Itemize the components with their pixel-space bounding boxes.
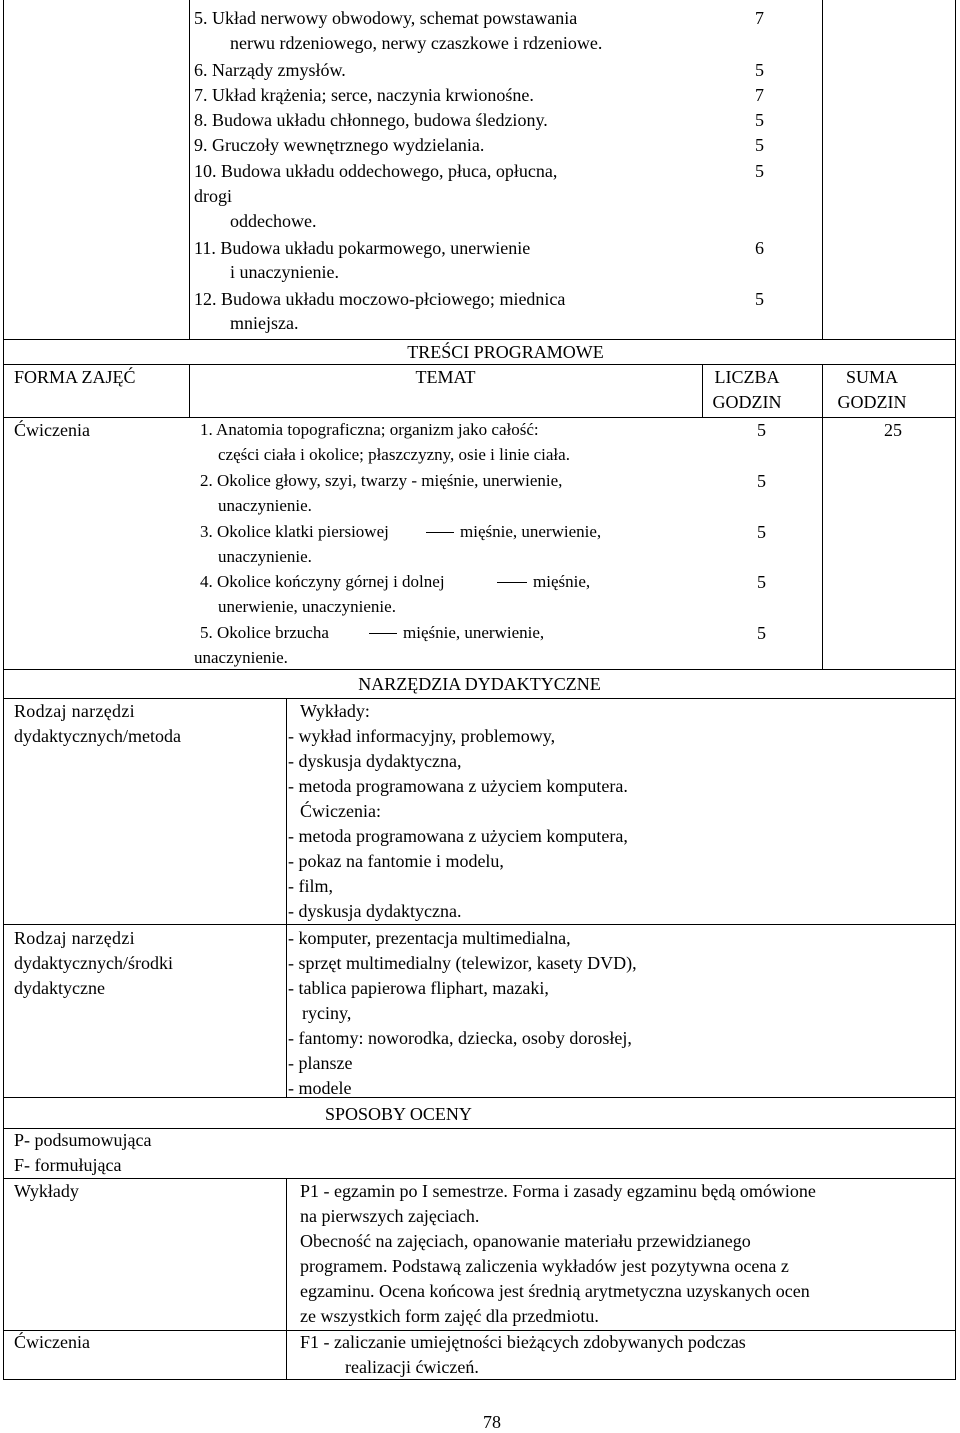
assessment-col-divider [286,1178,287,1380]
list-item-hours: 7 [755,8,764,28]
assessment-lectures-text: programem. Podstawą zaliczenia wykładów jest pozytywna ocena z [300,1256,789,1276]
lectures-method: - wykład informacyjny, problemowy, [288,726,556,746]
lectures-method: - metoda programowana z użyciem komputera. [288,776,628,796]
program-item-cont: części ciała i okolice; płaszczyzny, osie i linie ciała. [218,445,570,464]
means-item: - plansze [288,1053,353,1073]
program-item-hours: 5 [757,420,766,440]
program-item-mid: mięśnie, unerwienie, [403,623,545,642]
top-col-divider-1 [189,0,190,340]
assessment-lectures-text: Obecność na zajęciach, opanowanie materiału przewidzianego [300,1231,751,1251]
exercises-method: - dyskusja dydaktyczna. [288,901,462,921]
program-header-bottom [3,364,956,365]
list-item-hours: 5 [755,60,764,80]
em-dash [369,633,397,634]
col-topic-header: TEMAT [415,367,476,387]
assessment-lectures-label: Wykłady [14,1181,79,1201]
lectures-title: Wykłady: [300,701,370,721]
program-item: 4. Okolice kończyny górnej i dolnej [200,572,445,591]
assessment-lectures-text: na pierwszych zajęciach. [300,1206,480,1226]
tools-section-bottom [3,1097,956,1098]
exercises-method: - pokaz na fantomie i modelu, [288,851,504,871]
tools-row-divider [3,924,956,925]
program-item-cont: unerwienie, unaczynienie. [218,597,396,616]
tools-heading: NARZĘDZIA DYDAKTYCZNE [358,674,601,694]
program-item-cont: unaczynienie. [218,496,312,515]
list-item-hours: 5 [755,110,764,130]
list-item: 7. Układ krążenia; serce, naczynia krwionośne. [194,85,534,105]
list-item: 10. Budowa układu oddechowego, płuca, opłucna, [194,161,558,181]
list-item-hours: 7 [755,85,764,105]
program-item-mid: mięśnie, unerwienie, [460,522,602,541]
list-item-hours: 5 [755,289,764,309]
col-form-header: FORMA ZAJĘĆ [14,367,136,387]
assessment-exercises-text: realizacji ćwiczeń. [345,1357,479,1377]
means-label-line1: Rodzaj narzędzi [14,928,135,948]
list-item: 11. Budowa układu pokarmowego, unerwienie [194,238,531,258]
means-item: - fantomy: noworodka, dziecka, osoby dorosłej, [288,1028,632,1048]
top-section-bottom [3,339,956,340]
assessment-lectures-text: P1 - egzamin po I semestrze. Forma i zasady egzaminu będą omówione [300,1181,816,1201]
col-sum-header-line1: SUMA [845,367,898,387]
program-item: 2. Okolice głowy, szyi, twarzy - mięśnie, unerwienie, [200,471,563,490]
methods-label-line1: Rodzaj narzędzi [14,701,135,721]
list-item-hours: 6 [755,238,764,258]
assessment-lectures-text: ze wszystkich form zajęć dla przedmiotu. [300,1306,599,1326]
assessment-exercises-label: Ćwiczenia [14,1332,90,1352]
assessment-lectures-text: egzaminu. Ocena końcowa jest średnią arytmetyczna uzyskanych ocen [300,1281,810,1301]
col-sum-header-line2: GODZIN [837,392,907,412]
list-item: 12. Budowa układu moczowo-płciowego; miednica [194,289,566,309]
em-dash [426,532,454,533]
legend-summative: P- podsumowująca [14,1130,152,1150]
program-item-hours: 5 [757,623,766,643]
program-item-mid: mięśnie, [533,572,591,591]
top-col-divider-2 [822,0,823,340]
means-item: ryciny, [302,1003,352,1023]
means-item: - komputer, prezentacja multimedialna, [288,928,571,948]
program-item-hours: 5 [757,572,766,592]
means-item: - sprzęt multimedialny (telewizor, kasety DVD), [288,953,637,973]
em-dash [497,582,527,583]
col-hours-header-line1: LICZBA [714,367,780,387]
methods-label-line2: dydaktycznych/metoda [14,726,181,746]
program-item-hours: 5 [757,471,766,491]
exercises-method: - film, [288,876,333,896]
lectures-method: - dyskusja dydaktyczna, [288,751,462,771]
program-item: 3. Okolice klatki piersiowej [200,522,389,541]
list-item-cont: oddechowe. [230,211,317,231]
tools-header-bottom [3,698,956,699]
program-item-hours: 5 [757,522,766,542]
list-item-hours: 5 [755,161,764,181]
means-label-line3: dydaktyczne [14,978,105,998]
page-number: 78 [483,1412,501,1432]
list-item-cont: i unaczynienie. [230,262,339,282]
program-section-bottom [3,669,956,670]
assessment-legend-bottom [3,1178,956,1179]
program-item: 5. Okolice brzucha [200,623,329,642]
means-label-line2: dydaktycznych/środki [14,953,173,973]
program-item-cont: unaczynienie. [194,648,288,667]
list-item-cont: mniejsza. [230,313,299,333]
exercises-title: Ćwiczenia: [300,801,381,821]
col-hours-header-line2: GODZIN [712,392,782,412]
legend-formative: F- formułująca [14,1155,122,1175]
means-item: - modele [288,1078,352,1098]
tools-col-divider [286,698,287,1098]
list-item-hours: 5 [755,135,764,155]
assessment-exercises-text: F1 - zaliczanie umiejętności bieżących zdobywanych podczas [300,1332,746,1352]
list-item-cont: nerwu rdzeniowego, nerwy czaszkowe i rdzeniowe. [230,33,603,53]
list-item-cont: drogi [194,186,232,206]
program-item: 1. Anatomia topograficzna; organizm jako całość: [200,420,539,439]
frame-bottom [3,1379,956,1380]
list-item: 5. Układ nerwowy obwodowy, schemat powstawania [194,8,578,28]
list-item: 9. Gruczoły wewnętrznego wydzielania. [194,135,485,155]
program-colheads-bottom [3,417,956,418]
list-item: 8. Budowa układu chłonnego, budowa śledziony. [194,110,548,130]
list-item: 6. Narządy zmysłów. [194,60,346,80]
means-item: - tablica papierowa fliphart, mazaki, [288,978,549,998]
program-sum-value: 25 [884,420,902,440]
program-heading: TREŚCI PROGRAMOWE [407,342,604,362]
assessment-heading: SPOSOBY OCENY [325,1104,472,1124]
program-form-label: Ćwiczenia [14,420,90,440]
exercises-method: - metoda programowana z użyciem komputera, [288,826,628,846]
program-item-cont: unaczynienie. [218,547,312,566]
